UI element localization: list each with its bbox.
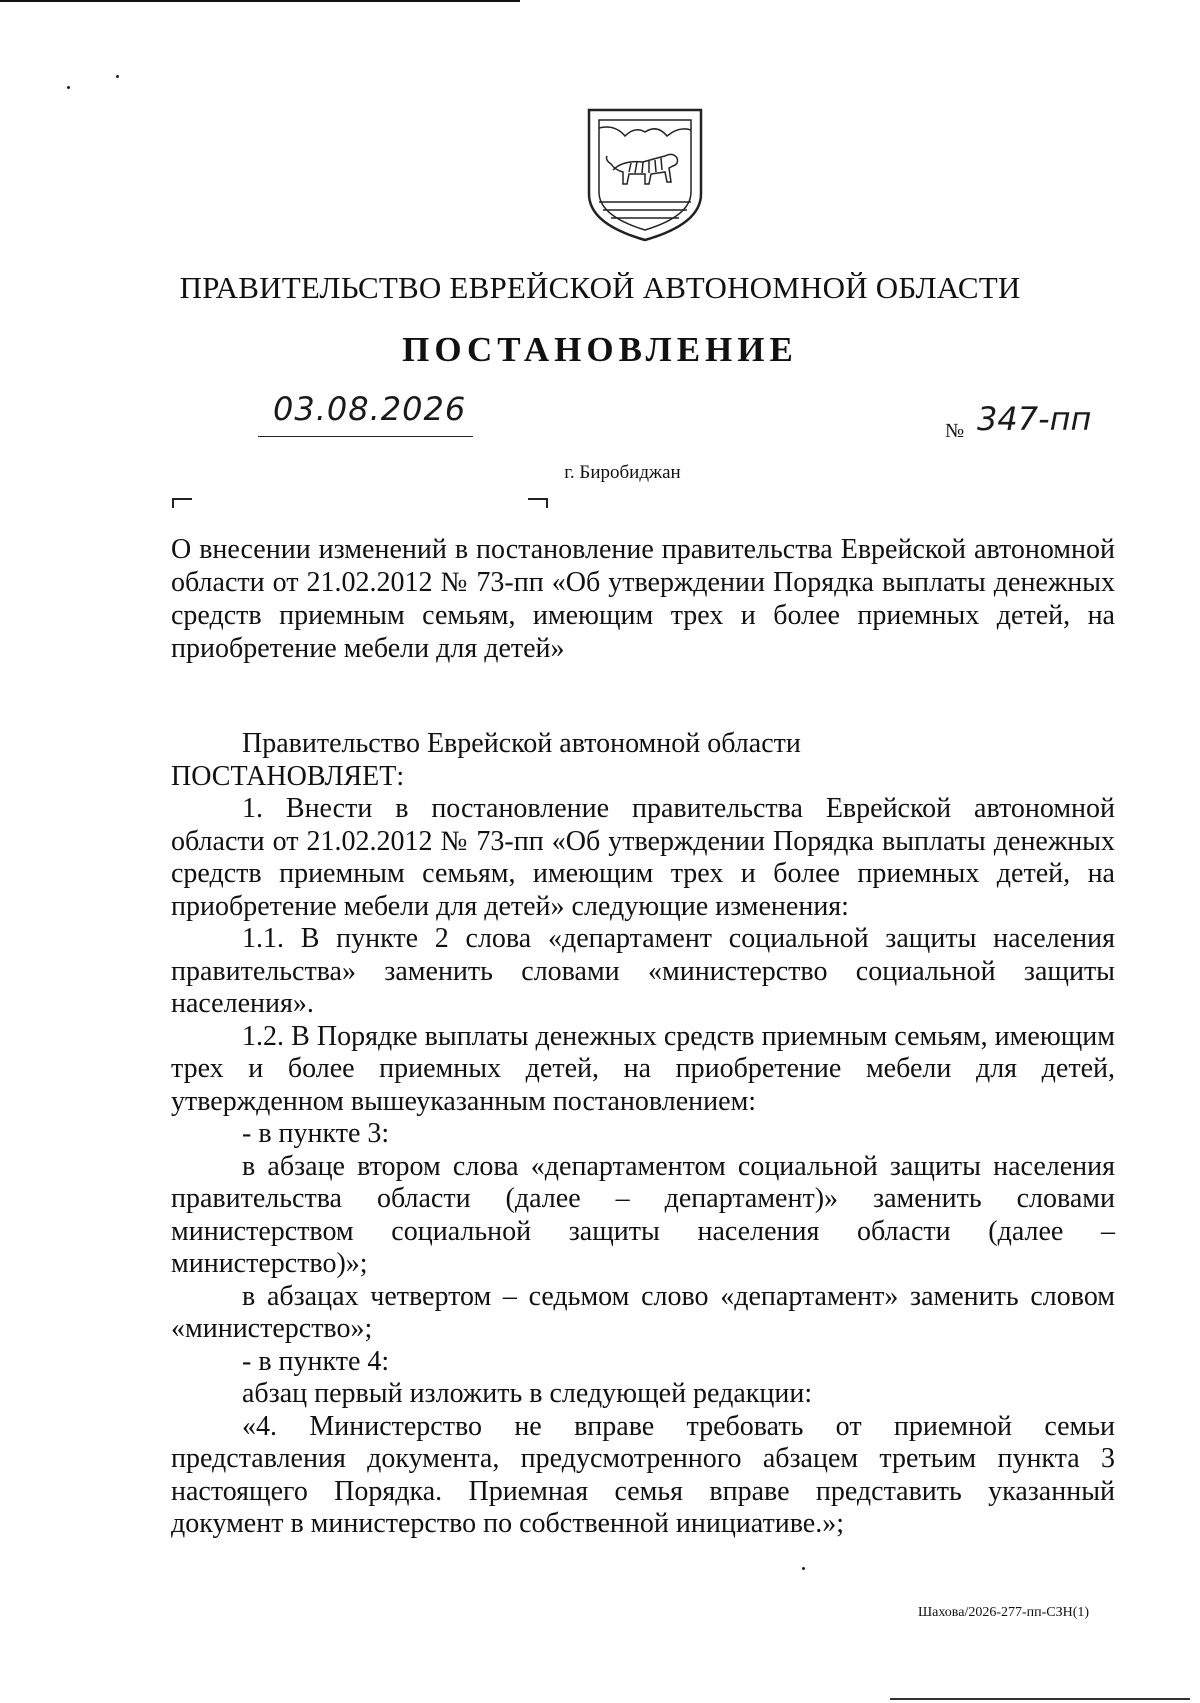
body-paragraph: - в пункте 4:	[242, 1345, 390, 1377]
document-title: О внесении изменений в постановление правительства Еврейской автономной области от 21.02.2012 № 73-пп «Об утверждении Порядка выплаты денежных средств приемным семьям, имеющим трех и более приемных детей, на приобретение мебели для детей»	[171, 534, 1115, 664]
document-type: ПОСТАНОВЛЕНИЕ	[402, 330, 798, 369]
body-paragraph: «4. Министерство не вправе требовать от приемной семьи представления документа, предусмотренного абзацем третьим пункта 3 настоящего Порядка. Приемная семья вправе представить указанный документ в министерство по собственной инициативе.»;	[171, 1410, 1115, 1539]
body-paragraph: в абзацах четвертом – седьмом слово «департамент» заменить словом «министерство»;	[171, 1280, 1115, 1344]
body-paragraph: 1.2. В Порядке выплаты денежных средств приемным семьям, имеющим трех и более приемных детей, на приобретение мебели для детей, утвержденном вышеуказанным постановлением:	[171, 1020, 1115, 1117]
title-bracket-left	[172, 498, 192, 508]
date-underline	[258, 436, 473, 437]
document-body	[171, 728, 1115, 1541]
scan-speck	[67, 86, 70, 89]
number-handwritten: 347-пп	[977, 400, 1092, 438]
date-handwritten: 03.08.2026	[273, 390, 467, 428]
number-label: №	[945, 420, 965, 442]
footer-code: Шахова/2026-277-пп-СЗН(1)	[918, 1605, 1090, 1620]
body-paragraph: 1.1. В пункте 2 слова «департамент социальной защиты населения правительства» заменить словами «министерство социальной защиты населения».	[171, 923, 1115, 1019]
document-date	[258, 390, 473, 440]
body-paragraph: ПОСТАНОВЛЯЕТ:	[171, 760, 405, 792]
body-paragraph: Правительство Еврейской автономной области	[242, 728, 801, 759]
scan-edge-top	[0, 0, 520, 2]
scan-edge-bottom	[890, 1698, 1190, 1700]
government-name: ПРАВИТЕЛЬСТВО ЕВРЕЙСКОЙ АВТОНОМНОЙ ОБЛАСТИ	[179, 270, 1021, 305]
coat-of-arms-icon	[585, 106, 705, 246]
body-paragraph: в абзаце втором слова «департаментом социальной защиты населения правительства области (далее – департамент)» заменить словами министерством социальной защиты населения области (далее – министерство)»;	[171, 1150, 1115, 1279]
body-paragraph: абзац первый изложить в следующей редакции:	[242, 1378, 813, 1409]
city: г. Биробиджан	[564, 462, 681, 483]
title-bracket-right	[528, 498, 548, 508]
scan-speck	[116, 75, 119, 78]
scan-speck	[802, 1567, 805, 1570]
body-paragraph: 1. Внести в постановление правительства Еврейской автономной области от 21.02.2012 № 73-пп «Об утверждении Порядка выплаты денежных средств приемным семьям, имеющим трех и более приемных детей, на приобретение мебели для детей» следующие изменения:	[171, 793, 1115, 922]
body-paragraph: - в пункте 3:	[242, 1118, 390, 1149]
